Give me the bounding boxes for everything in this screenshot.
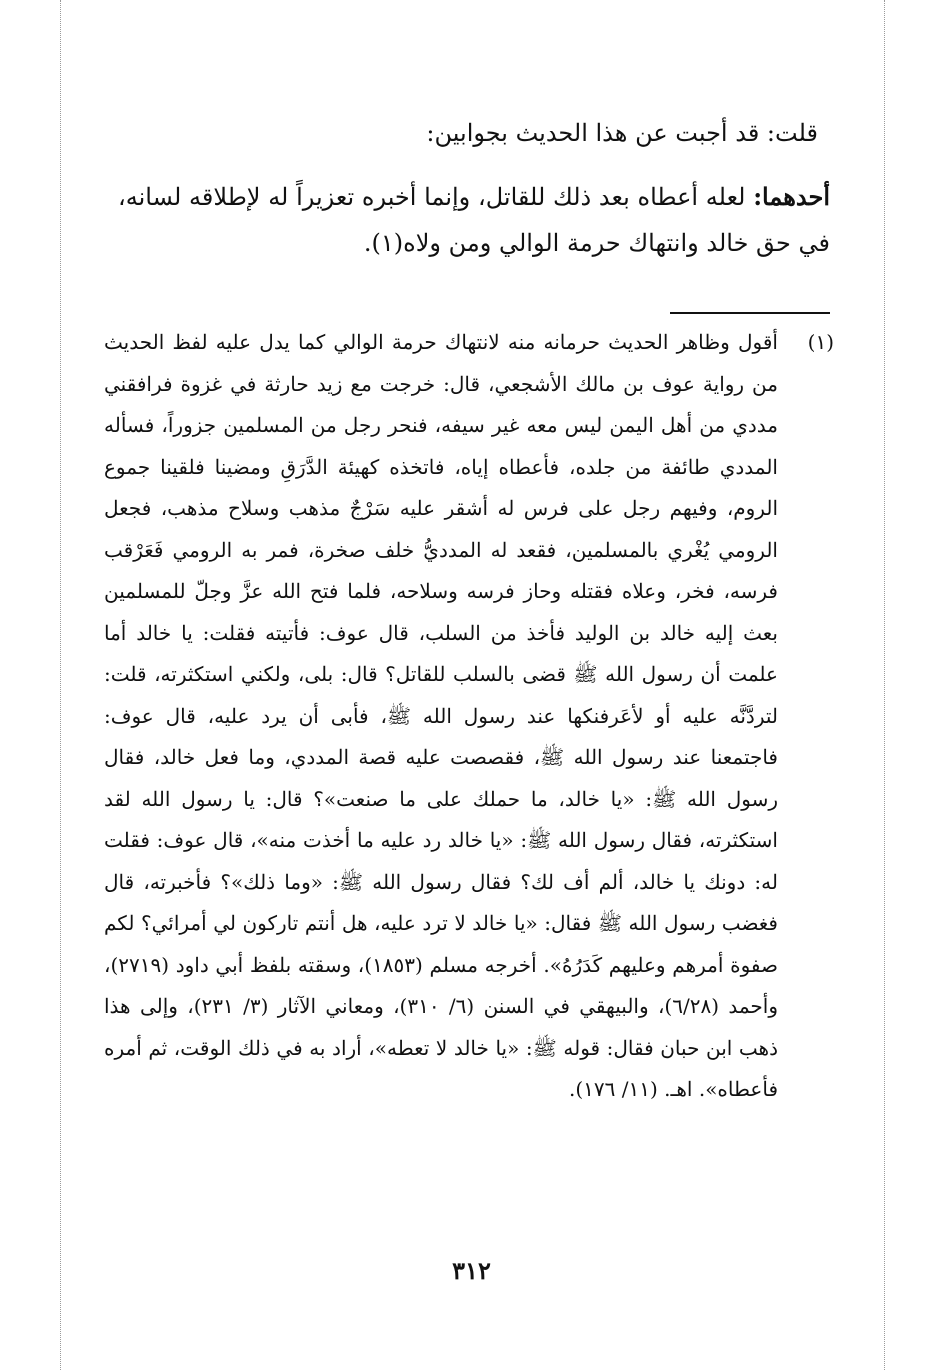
right-margin-dotted-line <box>884 0 885 1370</box>
main-text-block <box>118 110 830 284</box>
footnote-separator <box>670 312 830 314</box>
paragraph-2-body: لعله أعطاه بعد ذلك للقاتل، وإنما أخبره تعزيراً له لإطلاقه لسانه، في حق خالد وانتهاك حرمة الوالي ومن ولاه(١). <box>118 183 830 257</box>
paragraph-lead-word: أحدهما: <box>753 182 830 211</box>
footnote-paragraph <box>104 322 834 1111</box>
footnote-number: (١) <box>807 330 834 354</box>
left-margin-dotted-line <box>60 0 61 1370</box>
footnote-block <box>104 322 834 1111</box>
footnote-text: أقول وظاهر الحديث حرمانه منه لانتهاك حرمة الوالي كما يدل عليه لفظ الحديث من رواية عوف بن مالك الأشجعي، قال: خرجت مع زيد حارثة في غزوة فرافقني مددي من أهل اليمن ليس معه غير سيفه، فنحر رجل من المسلمين جزوراً، فسأله المددي طائفة من جلده، فأعطاه إياه، فاتخذه كهيئة الدَّرَقِ ومضينا فلقينا جموع الروم، وفيهم رجل على فرس له أشقر عليه سَرْجٌ مذهب وسلاح مذهب، فجعل الرومي يُغْري بالمسلمين، فقعد له المدديُّ خلف صخرة، فمر به الرومي فَعَرْقب فرسه، فخر، وعلاه فقتله وحاز فرسه وسلاحه، فلما فتح الله عزَّ وجلّ للمسلمين بعث إليه خالد بن الوليد فأخذ من السلب، قال عوف: فأتيته فقلت: يا خالد أما علمت أن رسول الله ﷺ قضى بالسلب للقاتل؟ قال: بلى، ولكني استكثرته، قلت: لتردَّنَّه عليه أو لأعَرفنكها عند رسول الله ﷺ، فأبى أن يرد عليه، قال عوف: فاجتمعنا عند رسول الله ﷺ، فقصصت عليه قصة المددي، وما فعل خالد، فقال رسول الله ﷺ: «يا خالد، ما حملك على ما صنعت»؟ قال: يا رسول الله لقد استكثرته، فقال رسول الله ﷺ: «يا خالد رد عليه ما أخذت منه»، قال عوف: فقلت له: دونك يا خالد، ألم أف لك؟ فقال رسول الله ﷺ: «وما ذلك»؟ فأخبرته، قال فغضب رسول الله ﷺ فقال: «يا خالد لا ترد عليه، هل أنتم تاركون لي أمرائي؟ لكم صفوة أمرهم وعليهم كَدَرُهُ». أخرجه مسلم (١٨٥٣)، وسقته بلفظ أبي داود (٢٧١٩)، وأحمد (٦/٢٨)، والبيهقي في السنن (٦/ ٣١٠)، ومعاني الآثار (٣/ ٢٣١)، وإلى هذا ذهب ابن حبان فقال: قوله ﷺ: «يا خالد لا تعطه»، أراد به في ذلك الوقت، ثم أمره فأعطاه». اهـ. (١١/ ١٧٦). <box>104 330 778 1101</box>
page-number: ٣١٢ <box>452 1256 491 1285</box>
main-paragraph-1: قلت: قد أجبت عن هذا الحديث بجوابين: <box>426 119 818 147</box>
main-paragraph-2 <box>118 174 830 266</box>
